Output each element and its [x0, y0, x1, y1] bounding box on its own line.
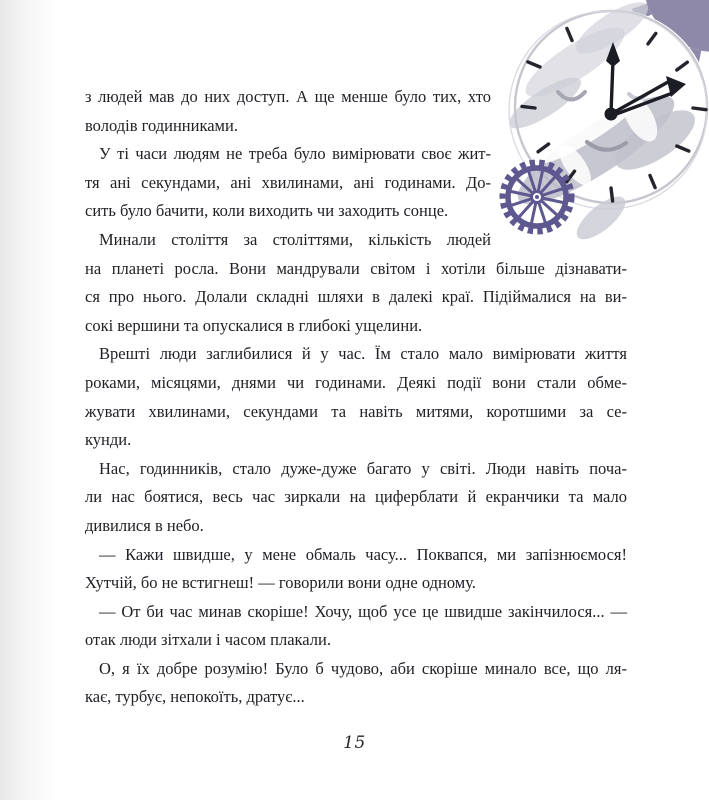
page-spine-shading [0, 0, 58, 800]
text-line: володів годинниками. [85, 115, 238, 135]
text-line: отак люди зітхали і часом плакали. [85, 630, 331, 650]
text-line: сить було бачити, коли виходить чи заходить сонце. [85, 201, 449, 221]
text-line: У ті часи людям не треба було вимірювати своє жит- [99, 144, 491, 164]
page-number: 15 [343, 733, 366, 753]
text-line: О, я їх добре розумію! Було б чудово, аби скоріше минало все, що ля- [99, 658, 627, 678]
text-line: Нас, годинників, стало дуже-дуже багато у світі. Люди навіть поча- [99, 458, 627, 478]
text-line: на планеті росла. Вони мандрували світом і хотіли більше дізнавати- [85, 258, 627, 278]
illustration-wrap-spacer [491, 83, 627, 254]
paragraph [85, 598, 627, 655]
text-line: ся про нього. Долали складні шляхи в далекі краї. Підіймалися на ви- [85, 287, 627, 307]
paragraph [85, 541, 627, 598]
text-line: роками, місяцями, днями чи годинами. Деякі події вони стали обме- [85, 372, 627, 392]
text-line: дивилися в небо. [85, 515, 204, 535]
clock-tick [693, 108, 706, 110]
text-line: жувати хвилинами, секундами та навіть митями, коротшими за се- [85, 401, 627, 421]
text-line: — От би час минав скоріше! Хочу, щоб усе це швидше закінчилося... — [99, 601, 627, 621]
text-line: кунди. [85, 430, 132, 450]
text-line: — Кажи швидше, у мене обмаль часу... Поквапся, ми запізнюємося! [99, 544, 627, 564]
text-line: ли нас боятися, весь час зиркали на циферблати й екранчики та мало [85, 487, 627, 507]
text-block [85, 83, 627, 712]
text-line: Врешті люди заглибилися й у час. Їм стало мало вимірювати життя [99, 344, 627, 364]
text-line: кає, турбує, непокоїть, дратує... [85, 687, 305, 707]
text-line: тя ані секундами, ані хвилинами, ані годинами. До- [85, 172, 491, 192]
text-line: Минали століття за століттями, кількість людей [99, 229, 491, 249]
text-line: сокі вершини та опускалися в глибокі ущелини. [85, 315, 423, 335]
paragraph [85, 455, 627, 541]
text-line: з людей мав до них доступ. А ще менше було тих, хто [85, 87, 491, 106]
paragraph [85, 340, 627, 454]
paragraph [85, 655, 627, 712]
text-line: Хутчій, бо не встигнеш! — говорили вони одне одному. [85, 573, 476, 593]
